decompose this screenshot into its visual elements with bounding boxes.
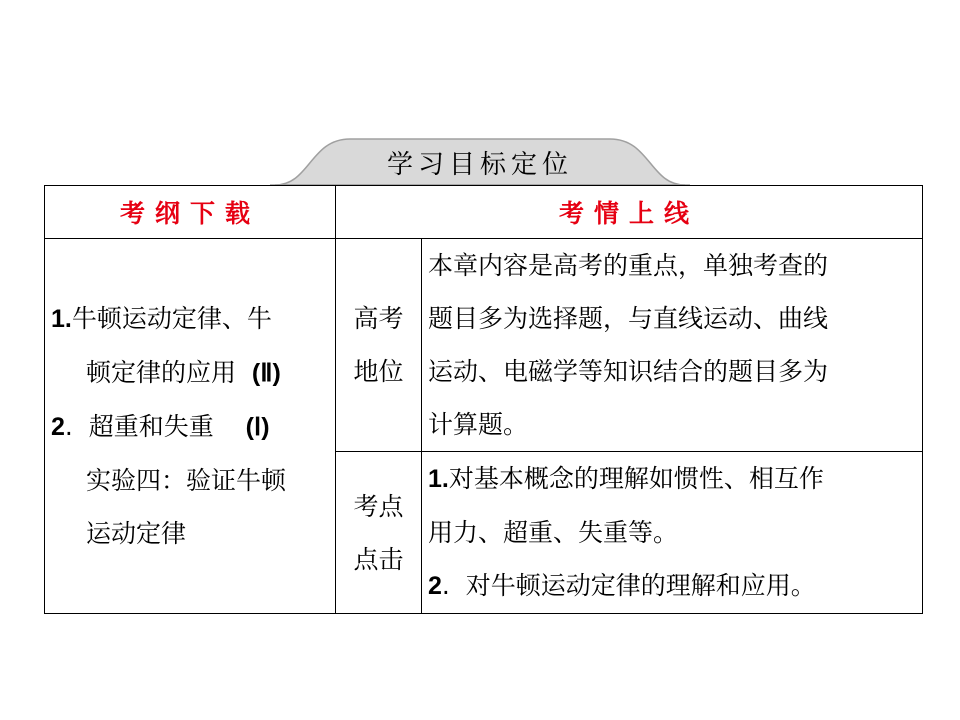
status-line-3: 运动、电磁学等知识结合的题目多为 xyxy=(428,357,829,386)
points-label: 考点 点击 xyxy=(336,452,422,614)
header-syllabus: 考纲下载 xyxy=(45,186,336,239)
points-content xyxy=(422,452,923,614)
banner-title: 学习目标定位 xyxy=(386,149,573,180)
point-1-line-1: 1.对基本概念的理解如惯性、相互作 xyxy=(428,464,824,493)
point-2: 2. 对牛顿运动定律的理解和应用。 xyxy=(428,571,816,600)
level-badge-1: (Ⅰ) xyxy=(245,413,270,441)
syllabus-experiment-line-2: 运动定律 xyxy=(86,519,187,548)
header-exam-status: 考情上线 xyxy=(336,186,923,239)
header-row xyxy=(45,186,923,239)
status-line-4: 计算题。 xyxy=(428,410,529,439)
syllabus-item-1-line-1: 1.牛顿运动定律、牛 xyxy=(51,304,272,333)
status-content xyxy=(422,239,923,452)
point-1-line-2: 用力、超重、失重等。 xyxy=(428,518,679,547)
level-badge-2: (Ⅱ) xyxy=(251,359,281,387)
syllabus-table xyxy=(44,185,923,614)
status-line-1: 本章内容是高考的重点，单独考查的 xyxy=(428,251,829,280)
syllabus-item-2: 2. 超重和失重 (Ⅰ) xyxy=(51,412,270,441)
syllabus-item-1-line-2: 顿定律的应用 (Ⅱ) xyxy=(86,358,281,387)
status-label: 高考 地位 xyxy=(336,239,422,452)
row-status xyxy=(45,239,923,452)
syllabus-cell xyxy=(45,239,336,614)
banner-title-box xyxy=(362,143,598,181)
syllabus-experiment-line-1: 实验四：验证牛顿 xyxy=(86,466,287,495)
status-line-2: 题目多为选择题，与直线运动、曲线 xyxy=(428,304,829,333)
